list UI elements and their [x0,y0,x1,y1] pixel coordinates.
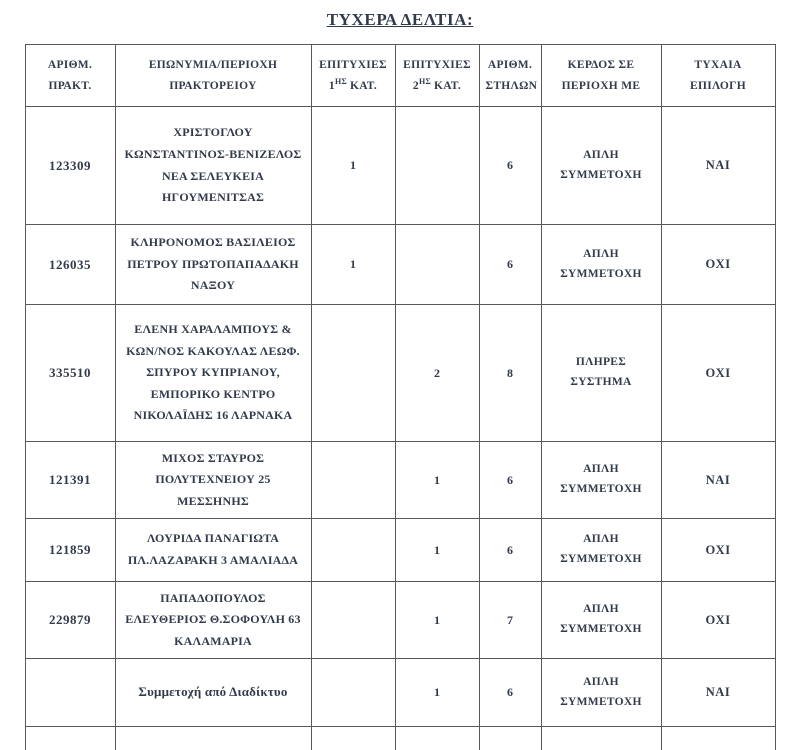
agency-number-cell [25,659,115,727]
agency-name-cell: Συμμετοχή από Διαδίκτυο [115,659,311,727]
random-pick-cell: ΝΑΙ [661,442,775,519]
participation-cell: ΑΠΛΗ ΣΥΜΜΕΤΟΧΗ [541,582,661,659]
cat2-wins-cell: 1 [395,442,479,519]
agency-name-cell [115,727,311,750]
participation-cell: ΑΠΛΗ ΣΥΜΜΕΤΟΧΗ [541,107,661,225]
participation-cell: ΑΠΛΗ ΣΥΜΜΕΤΟΧΗ [541,225,661,305]
agency-name-cell: ΛΟΥΡΙΔΑ ΠΑΝΑΓΙΩΤΑ ΠΛ.ΛΑΖΑΡΑΚΗ 3 ΑΜΑΛΙΑΔΑ [115,519,311,582]
participation-cell: ΠΛΗΡΕΣ ΣΥΣΤΗΜΑ [541,305,661,442]
columns-count-cell: 6 [479,107,541,225]
agency-number-cell: 121859 [25,519,115,582]
agency-name-cell: ΠΑΠΑΔΟΠΟΥΛΟΣ ΕΛΕΥΘΕΡΙΟΣ Θ.ΣΟΦΟΥΛΗ 63 ΚΑΛΑΜΑΡΙΑ [115,582,311,659]
cat2-wins-cell [395,107,479,225]
columns-count-cell: 8 [479,305,541,442]
header-random-pick: ΤΥΧΑΙΑ ΕΠΙΛΟΓΗ [661,45,775,107]
participation-cell: ΑΠΛΗ ΣΥΜΜΕΤΟΧΗ [541,442,661,519]
agency-number-cell: 335510 [25,305,115,442]
agency-number-cell: 126035 [25,225,115,305]
table-header-row [25,45,775,107]
cat1-wins-cell [311,305,395,442]
random-pick-cell: ΝΑΙ [661,107,775,225]
cat1-wins-cell [311,659,395,727]
table-row [25,305,775,442]
cat1-wins-cell [311,582,395,659]
cat1-wins-cell [311,727,395,750]
agency-number-cell [25,727,115,750]
table-row [25,442,775,519]
agency-name-cell: ΜΙΧΟΣ ΣΤΑΥΡΟΣ ΠΟΛΥΤΕΧΝΕΙΟΥ 25 ΜΕΣΣΗΝΗΣ [115,442,311,519]
table-row [25,659,775,727]
random-pick-cell: ΟΧΙ [661,225,775,305]
random-pick-cell [661,727,775,750]
cat2-wins-cell [395,727,479,750]
participation-cell [541,727,661,750]
agency-number-cell: 121391 [25,442,115,519]
lucky-tickets-table [25,44,776,750]
participation-cell: ΑΠΛΗ ΣΥΜΜΕΤΟΧΗ [541,519,661,582]
columns-count-cell: 6 [479,659,541,727]
random-pick-cell: ΟΧΙ [661,582,775,659]
header-columns-count: ΑΡΙΘΜ. ΣΤΗΛΩΝ [479,45,541,107]
cat2-wins-cell: 2 [395,305,479,442]
cat1-wins-cell: 1 [311,225,395,305]
agency-name-cell: ΕΛΕΝΗ ΧΑΡΑΛΑΜΠΟΥΣ & ΚΩΝ/ΝΟΣ ΚΑΚΟΥΛΑΣ ΛΕΩΦ. ΣΠΥΡΟΥ ΚΥΠΡΙΑΝΟΥ, ΕΜΠΟΡΙΚΟ ΚΕΝΤΡΟ ΝΙΚΟΛΑΪΔΗΣ 16 ΛΑΡΝΑΚΑ [115,305,311,442]
cat2-wins-cell: 1 [395,582,479,659]
columns-count-cell: 6 [479,442,541,519]
page-title: ΤΥΧΕΡΑ ΔΕΛΤΙΑ: [326,10,474,29]
cat2-wins-cell: 1 [395,659,479,727]
agency-name-cell: ΧΡΙΣΤΟΓΛΟΥ ΚΩΝΣΤΑΝΤΙΝΟΣ-ΒΕΝΙΖΕΛΟΣ ΝΕΑ ΣΕΛΕΥΚΕΙΑ ΗΓΟΥΜΕΝΙΤΣΑΣ [115,107,311,225]
cat2-wins-cell [395,225,479,305]
agency-number-cell: 229879 [25,582,115,659]
header-cat1-wins: ΕΠΙΤΥΧΙΕΣ $1^{H\Sigma}$ ΚΑΤ. [311,45,395,107]
header-agency-name: ΕΠΩΝΥΜΙΑ/ΠΕΡΙΟΧΗ ΠΡΑΚΤΟΡΕΙΟΥ [115,45,311,107]
table-row [25,519,775,582]
header-agency-number: ΑΡΙΘΜ. ΠΡΑΚΤ. [25,45,115,107]
cat1-wins-cell [311,442,395,519]
random-pick-cell: ΟΧΙ [661,519,775,582]
header-cat2-wins: ΕΠΙΤΥΧΙΕΣ $2^{H\Sigma}$ ΚΑΤ. [395,45,479,107]
random-pick-cell: ΝΑΙ [661,659,775,727]
columns-count-cell: 7 [479,582,541,659]
header-prize-area: ΚΕΡΔΟΣ ΣΕ ΠΕΡΙΟΧΗ ΜΕ [541,45,661,107]
participation-cell: ΑΠΛΗ ΣΥΜΜΕΤΟΧΗ [541,659,661,727]
columns-count-cell: 6 [479,519,541,582]
table-row [25,107,775,225]
table-row-partial [25,727,775,750]
random-pick-cell: ΟΧΙ [661,305,775,442]
table-row [25,582,775,659]
columns-count-cell [479,727,541,750]
columns-count-cell: 6 [479,225,541,305]
agency-number-cell: 123309 [25,107,115,225]
agency-name-cell: ΚΛΗΡΟΝΟΜΟΣ ΒΑΣΙΛΕΙΟΣ ΠΕΤΡΟΥ ΠΡΩΤΟΠΑΠΑΔΑΚΗ ΝΑΞΟΥ [115,225,311,305]
cat1-wins-cell: 1 [311,107,395,225]
table-row [25,225,775,305]
cat1-wins-cell [311,519,395,582]
cat2-wins-cell: 1 [395,519,479,582]
